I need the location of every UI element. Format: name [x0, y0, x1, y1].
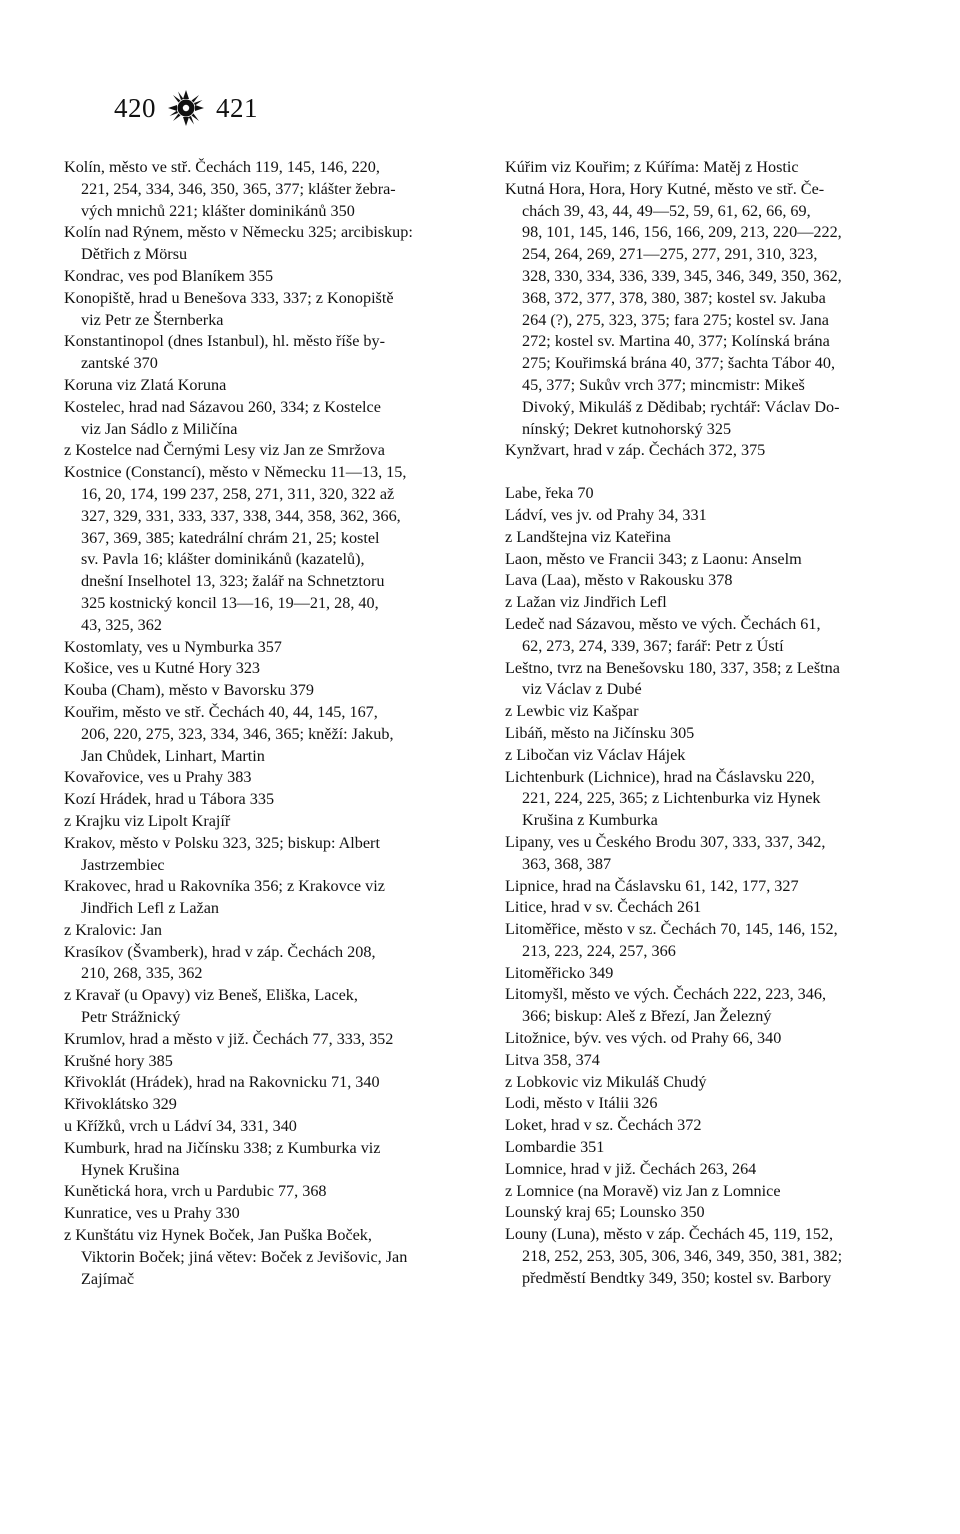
index-entry: Litoměřice, město v sz. Čechách 70, 145, 146, 152, 213, 223, 224, 257, 366 — [505, 920, 838, 960]
index-entry: Kouba (Cham), město v Bavorsku 379 — [64, 681, 314, 700]
index-entry: Konopiště, hrad u Benešova 333, 337; z Konopiště viz Petr ze Šternberka — [64, 288, 394, 329]
index-entry: Litice, hrad v sv. Čechách 261 — [505, 898, 702, 917]
index-entry: Kostelec, hrad nad Sázavou 260, 334; z Kostelce viz Jan Sádlo z Miličína — [64, 397, 381, 438]
index-entry: Kumburk, hrad na Jičínsku 338; z Kumburka viz Hynek Krušina — [64, 1138, 381, 1179]
index-entry: z Kravař (u Opavy) viz Beneš, Eliška, Lacek, Petr Strážnický — [64, 986, 358, 1027]
index-entry: u Křížků, vrch u Ládví 34, 331, 340 — [64, 1117, 297, 1136]
index-entry: Kolín, město ve stř. Čechách 119, 145, 146, 220, 221, 254, 334, 346, 350, 365, 377; klášter žebra- vých mnichů 221; klášter dominikánů 350 — [64, 158, 396, 220]
left-page-number: 420 — [114, 92, 156, 123]
index-entry: z Lažan viz Jindřich Lefl — [505, 593, 667, 612]
index-entry: Křivoklát (Hrádek), hrad na Rakovnicku 71, 340 — [64, 1073, 380, 1092]
index-entry: Kolín nad Rýnem, město v Německu 325; arcibiskup: Dětřich z Mörsu — [64, 223, 413, 264]
index-entry: z Lewbic viz Kašpar — [505, 702, 639, 721]
index-entry: Kúřim viz Kouřim; z Kúříma: Matěj z Hostic — [505, 158, 799, 176]
index-column-left — [64, 157, 494, 1290]
index-entry: Lodi, město v Itálii 326 — [505, 1094, 658, 1113]
index-entry: Lipnice, hrad na Čáslavsku 61, 142, 177, 327 — [505, 876, 799, 895]
sun-ornament-icon — [166, 88, 206, 128]
index-entry: Litva 358, 374 — [505, 1050, 600, 1069]
index-entry: Konstantinopol (dnes Istanbul), hl. město říše by- zantské 370 — [64, 332, 386, 373]
index-entry: Košice, ves u Kutné Hory 323 — [64, 659, 261, 678]
index-entry: Krakovec, hrad u Rakovníka 356; z Krakovce viz Jindřich Lefl z Lažan — [64, 877, 385, 918]
index-entry: Lounský kraj 65; Lounsko 350 — [505, 1203, 705, 1222]
index-entry: Kouřim, město ve stř. Čechách 40, 44, 145, 167, 206, 220, 275, 323, 334, 346, 365; kněží: Jakub, Jan Chůdek, Linhart, Martin — [64, 702, 394, 765]
index-entry: Lava (Laa), město v Rakousku 378 — [505, 571, 733, 590]
index-entry: Lombardie 351 — [505, 1138, 605, 1157]
index-entry: z Kostelce nad Černými Lesy viz Jan ze Smržova — [64, 441, 385, 460]
index-entry: Kunětická hora, vrch u Pardubic 77, 368 — [64, 1182, 327, 1201]
index-entry: Kondrac, ves pod Blaníkem 355 — [64, 266, 274, 285]
index-entry: z Lobkovic viz Mikuláš Chudý — [505, 1072, 707, 1091]
index-entry: Lipany, ves u Českého Brodu 307, 333, 337, 342, 363, 368, 387 — [505, 832, 826, 873]
index-column-right — [505, 157, 935, 1290]
page-header — [114, 88, 258, 128]
index-entry: Litomyšl, město ve vých. Čechách 222, 223, 346, 366; biskup: Aleš z Březí, Jan Železný — [505, 985, 826, 1026]
index-entry: Litožnice, býv. ves vých. od Prahy 66, 340 — [505, 1029, 782, 1048]
index-entry: z Kunštátu viz Hynek Boček, Jan Puška Boček, Viktorin Boček; jiná větev: Boček z Jevišovic, Jan Zajímač — [64, 1226, 408, 1288]
index-entry: z Krajku viz Lipolt Krajíř — [64, 811, 231, 830]
index-entry: z Kralovic: Jan — [64, 920, 162, 939]
index-entry: z Lomnice (na Moravě) viz Jan z Lomnice — [505, 1181, 781, 1200]
index-entry: Kozí Hrádek, hrad u Tábora 335 — [64, 790, 275, 809]
index-entry: Lichtenburk (Lichnice), hrad na Čáslavsku 220, 221, 224, 225, 365; z Lichtenburka viz Hynek Krušina z Kumburka — [505, 767, 821, 830]
index-entry: Louny (Luna), město v záp. Čechách 45, 119, 152, 218, 252, 253, 305, 306, 346, 349, 350, 381, 382; předměstí Bendtky 349, 350; kostel sv. Barbory — [505, 1225, 843, 1287]
index-entry: Leštno, tvrz na Benešovsku 180, 337, 358; z Leštna viz Václav z Dubé — [505, 658, 840, 699]
index-entry: Krumlov, hrad a město v již. Čechách 77, 333, 352 — [64, 1029, 394, 1048]
index-entry: Krakov, město v Polsku 323, 325; biskup: Albert Jastrzembiec — [64, 833, 380, 874]
index-entry: Ledeč nad Sázavou, město ve vých. Čechách 61, 62, 273, 274, 339, 367; farář: Petr z Ústí — [505, 614, 821, 655]
index-entry: Krasíkov (Švamberk), hrad v záp. Čechách 208, 210, 268, 335, 362 — [64, 942, 376, 983]
index-entry: Křivoklátsko 329 — [64, 1095, 177, 1114]
index-entry: Kostnice (Constancí), město v Německu 11—13, 15, 16, 20, 174, 199 237, 258, 271, 311, 320, 322 až 327, 329, 331, 333, 337, 338, 344, 358, 362, 366, 367, 369, 385; katedrální chrám 21, 25; kostel sv. Pavla 16; klášter dominikánů (kazatelů), dnešní Inselhotel 13, 323; žalář na Schnetztoru 325 kostnický koncil 13—16, 19—21, 28, 40, 43, 325, 362 — [64, 463, 407, 634]
index-entry: Kostomlaty, ves u Nymburka 357 — [64, 637, 282, 656]
index-entry: Kovařovice, ves u Prahy 383 — [64, 768, 252, 787]
index-entry: Kynžvart, hrad v záp. Čechách 372, 375 — [505, 441, 766, 460]
index-entry: Kunratice, ves u Prahy 330 — [64, 1204, 240, 1223]
index-entry: z Libočan viz Václav Hájek — [505, 745, 686, 764]
index-entry: Lomnice, hrad v již. Čechách 263, 264 — [505, 1159, 757, 1178]
index-entry: Krušné hory 385 — [64, 1051, 173, 1070]
index-entry: Loket, hrad v sz. Čechách 372 — [505, 1116, 702, 1135]
right-page-number: 421 — [216, 92, 258, 123]
index-entry: Ládví, ves jv. od Prahy 34, 331 — [505, 505, 707, 524]
index-entry: Litoměřicko 349 — [505, 963, 614, 982]
index-entry: Labe, řeka 70 — [505, 484, 594, 503]
index-entry: Laon, město ve Francii 343; z Laonu: Anselm — [505, 549, 802, 568]
index-entry: z Landštejna viz Kateřina — [505, 527, 671, 546]
index-entry: Koruna viz Zlatá Koruna — [64, 375, 227, 394]
index-entry: Libáň, město na Jičínsku 305 — [505, 723, 695, 742]
index-entry: Kutná Hora, Hora, Hory Kutné, město ve stř. Če- chách 39, 43, 44, 49—52, 59, 61, 62, 66, 69, 98, 101, 145, 146, 156, 166, 209, 213, 220—222, 254, 264, 269, 271—275, 277, 291, 310, 323, 328, 330, 334, 336, 339, 345, 346, 349, 350, 362, 368, 372, 377, 378, 380, 387; kostel sv. Jakuba 264 (?), 275, 323, 375; fara 275; kostel sv. Jana 272; kostel sv. Martina 40, 377; Kolínská brána 275; Kouřimská brána 40, 377; šachta Tábor 40, 45, 377; Sukův vrch 377; mincmistr: Mikeš Divoký, Mikuláš z Dědibab; rychtář: Václav Do- nínský; Dekret kutnohorský 325 — [505, 179, 842, 438]
